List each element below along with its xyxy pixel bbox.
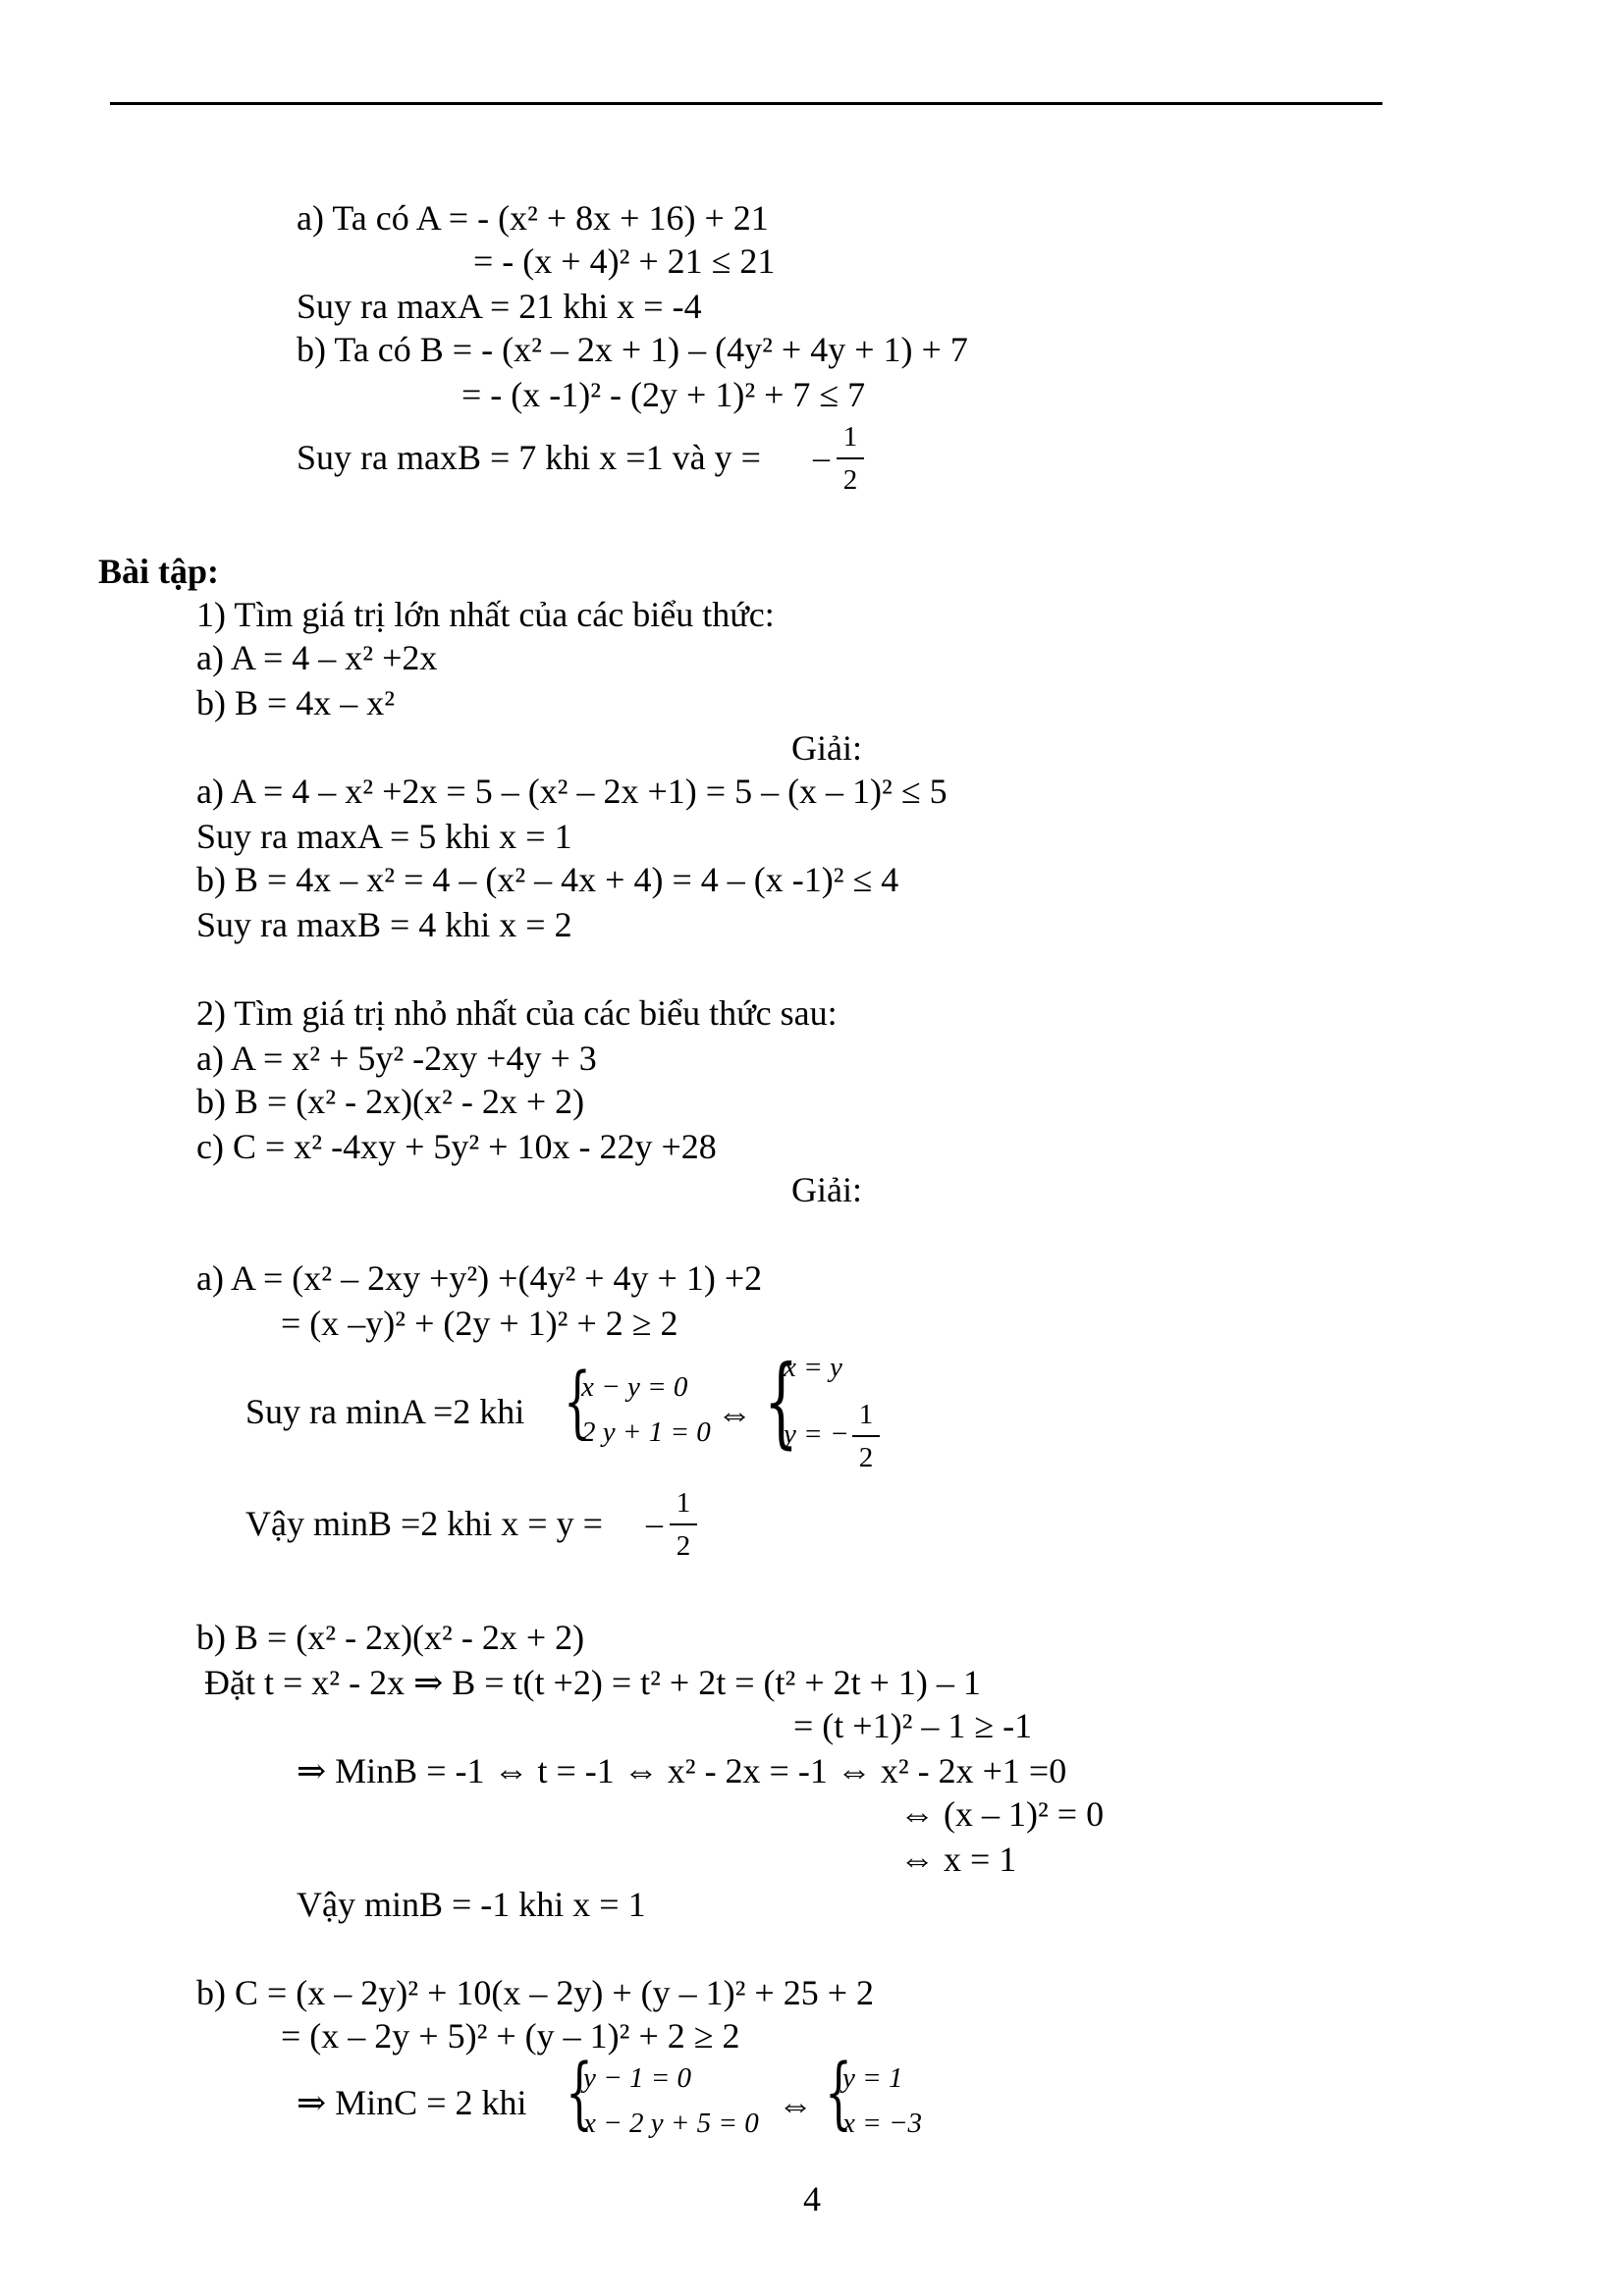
fraction-denominator: 2 [858, 1442, 874, 1473]
equivalence-symbol: ⇔ [778, 2085, 813, 2124]
exercise1-solution-a: a) A = 4 – x² +2x = 5 – (x² – 2x +1) = 5 – (x – 1)² ≤ 5 [196, 772, 947, 811]
page-number: 4 [803, 2179, 821, 2218]
fraction-sign: – [813, 440, 830, 476]
exercise1-solution-a-conclusion: Suy ra maxA = 5 khi x = 1 [196, 817, 572, 856]
fraction-bar [837, 457, 864, 459]
exercise1-prompt: 1) Tìm giá trị lớn nhất của các biểu thức: [196, 595, 775, 634]
system-row: y = − [784, 1418, 849, 1450]
fraction-numerator: 1 [842, 421, 858, 453]
solution-heading: Giải: [791, 1170, 862, 1209]
example-a-line2: = - (x + 4)² + 21 ≤ 21 [473, 241, 776, 281]
exercise2-item-b: b) B = (x² - 2x)(x² - 2x + 2) [196, 1082, 585, 1121]
exercise2-solution-c-line1: b) C = (x – 2y)² + 10(x – 2y) + (y – 1)² + 25 + 2 [196, 1973, 875, 2012]
fraction-denominator: 2 [676, 1530, 691, 1562]
fraction-numerator: 1 [858, 1399, 874, 1430]
exercise1-item-a: a) A = 4 – x² +2x [196, 638, 438, 677]
exercise2-prompt: 2) Tìm giá trị nhỏ nhất của các biểu thức sau: [196, 993, 838, 1033]
system-row: y − 1 = 0 [583, 2062, 692, 2094]
example-b-conclusion: Suy ra maxB = 7 khi x =1 và y = [297, 438, 761, 477]
system-row: y = 1 [842, 2062, 903, 2094]
example-a-conclusion: Suy ra maxA = 21 khi x = -4 [297, 287, 702, 326]
exercise2-item-a: a) A = x² + 5y² -2xy +4y + 3 [196, 1039, 597, 1078]
system-brace: { [825, 2047, 852, 2138]
solution-heading: Giải: [791, 728, 862, 768]
fraction-numerator: 1 [676, 1487, 691, 1519]
fraction-denominator: 2 [842, 464, 858, 496]
exercise2-solution-a-conclusion: Vậy minB =2 khi x = y = [245, 1504, 603, 1543]
example-b-line1: b) Ta có B = - (x² – 2x + 1) – (4y² + 4y + 1) + 7 [297, 330, 968, 369]
exercise2-solution-a-line1: a) A = (x² – 2xy +y²) +(4y² + 4y + 1) +2 [196, 1258, 763, 1298]
exercise2-solution-c-line2: = (x – 2y + 5)² + (y – 1)² + 2 ≥ 2 [281, 2016, 740, 2056]
exercise2-item-c: c) C = x² -4xy + 5y² + 10x - 22y +28 [196, 1127, 717, 1166]
exercise1-solution-b-conclusion: Suy ra maxB = 4 khi x = 2 [196, 905, 572, 944]
exercise1-solution-b: b) B = 4x – x² = 4 – (x² – 4x + 4) = 4 – (x -1)² ≤ 4 [196, 860, 899, 899]
equivalence-symbol: ⇔ [717, 1394, 752, 1433]
exercise2-solution-b-substitution: Đặt t = x² - 2x ⇒ B = t(t +2) = t² + 2t = (t² + 2t + 1) – 1 [204, 1663, 981, 1702]
system-brace: { [564, 1356, 591, 1447]
example-a-line1: a) Ta có A = - (x² + 8x + 16) + 21 [297, 198, 769, 238]
exercise2-solution-b-line3: = (t +1)² – 1 ≥ -1 [793, 1706, 1033, 1745]
exercise2-solution-b-conclusion: Vậy minB = -1 khi x = 1 [297, 1885, 646, 1924]
exercises-heading: Bài tập: [98, 552, 220, 591]
header-rule [110, 102, 1382, 105]
exercise2-solution-b-line5: ⇔ (x – 1)² = 0 [899, 1794, 1105, 1834]
system-row: x = −3 [842, 2108, 923, 2139]
exercise2-solution-c-conclusion: ⇒ MinC = 2 khi [297, 2083, 527, 2122]
system-row: x = y [784, 1352, 842, 1383]
exercise2-solution-b-line1: b) B = (x² - 2x)(x² - 2x + 2) [196, 1618, 585, 1657]
system-row: 2 y + 1 = 0 [581, 1416, 711, 1448]
fraction-bar [852, 1435, 880, 1437]
system-row: x − 2 y + 5 = 0 [583, 2108, 759, 2139]
fraction-sign: – [646, 1506, 663, 1542]
exercise2-solution-a-line2: = (x –y)² + (2y + 1)² + 2 ≥ 2 [281, 1304, 678, 1343]
example-b-line2: = - (x -1)² - (2y + 1)² + 7 ≤ 7 [461, 375, 866, 414]
system-brace: { [566, 2047, 593, 2138]
system-brace: { [764, 1344, 798, 1459]
fraction-bar [670, 1523, 697, 1525]
exercise2-solution-b-line6: ⇔ x = 1 [899, 1840, 1017, 1879]
system-row: x − y = 0 [581, 1371, 688, 1403]
exercise2-solution-a-condition: Suy ra minA =2 khi [245, 1392, 525, 1431]
exercise2-solution-b-line4: ⇒ MinB = -1 ⇔ t = -1 ⇔ x² - 2x = -1 ⇔ x² - 2x +1 =0 [297, 1751, 1067, 1790]
exercise1-item-b: b) B = 4x – x² [196, 683, 396, 722]
